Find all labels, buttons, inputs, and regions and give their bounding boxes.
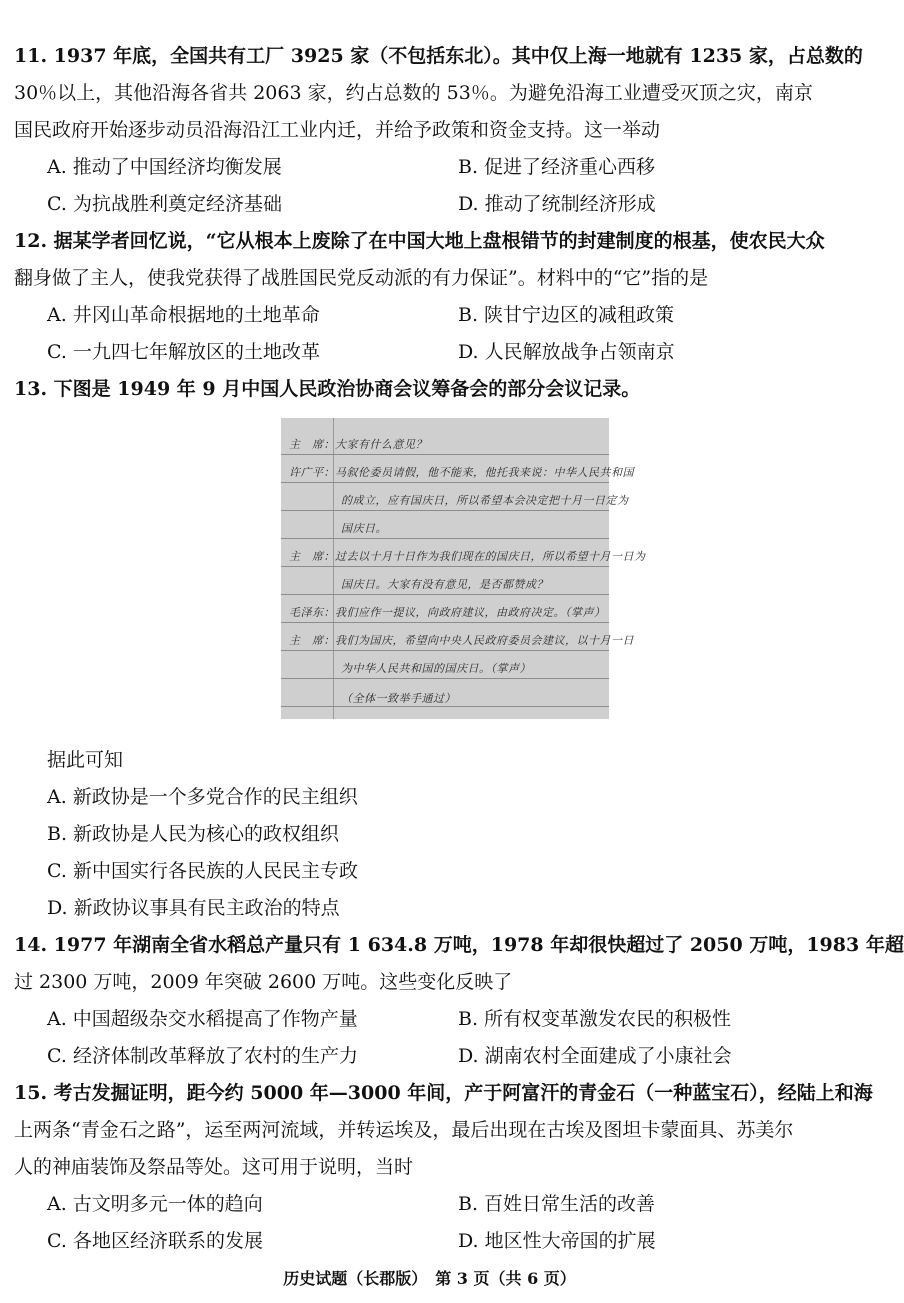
- option-a: A. 古文明多元一体的趋向: [47, 1193, 263, 1215]
- question-text-line: 过 2300 万吨，2009 年突破 2600 万吨。这些变化反映了: [14, 971, 513, 993]
- option-b: B. 陕甘宁边区的减租政策: [458, 304, 675, 326]
- question-text-line: 国民政府开始逐步动员沿海沿江工业内迁，并给予政策和资金支持。这一举动: [14, 119, 661, 141]
- meeting-record-photo: [281, 418, 646, 719]
- option-d: D. 推动了统制经济形成: [458, 193, 656, 215]
- option-c: C. 新中国实行各民族的人民民主专政: [47, 860, 358, 882]
- option-b: B. 促进了经济重心西移: [458, 156, 656, 178]
- option-b: B. 百姓日常生活的改善: [458, 1193, 656, 1215]
- page-footer: 历史试题（长郡版） 第 3 页（共 6 页）: [283, 1269, 576, 1288]
- handwritten-line: 为中华人民共和国的国庆日。（掌声）: [341, 662, 531, 675]
- option-d: D. 地区性大帝国的扩展: [458, 1230, 656, 1252]
- option-b: B. 所有权变革激发农民的积极性: [458, 1008, 732, 1030]
- question-text-line: 12. 据某学者回忆说，“它从根本上废除了在中国大地上盘根错节的封建制度的根基，使农民大众: [14, 230, 825, 252]
- option-c: C. 为抗战胜利奠定经济基础: [47, 193, 282, 215]
- option-c: C. 各地区经济联系的发展: [47, 1230, 263, 1252]
- option-a: A. 井冈山革命根据地的土地革命: [47, 304, 320, 326]
- handwritten-line: （全体一致举手通过）: [341, 692, 456, 705]
- option-c: C. 经济体制改革释放了农村的生产力: [47, 1045, 358, 1067]
- option-c: C. 一九四七年解放区的土地改革: [47, 341, 320, 363]
- question-text-line: 翻身做了主人，使我党获得了战胜国民党反动派的有力保证”。材料中的“它”指的是: [14, 267, 709, 289]
- option-a: A. 新政协是一个多党合作的民主组织: [47, 786, 358, 808]
- option-d: D. 人民解放战争占领南京: [458, 341, 675, 363]
- handwritten-line: 国庆日。: [341, 522, 387, 535]
- option-b: B. 新政协是人民为核心的政权组织: [47, 823, 340, 845]
- option-d: D. 新政协议事具有民主政治的特点: [47, 897, 340, 919]
- option-a: A. 中国超级杂交水稻提高了作物产量: [47, 1008, 358, 1030]
- question-text-line: 30％以上，其他沿海各省共 2063 家，约占总数的 53％。为避免沿海工业遭受灭顶之灾，南京: [14, 82, 813, 104]
- handwritten-line: 的成立，应有国庆日，所以希望本会决定把十月一日定为: [341, 494, 629, 507]
- handwritten-line: 主 席：大家有什么意见？: [289, 438, 427, 451]
- question-text-line: 14. 1977 年湖南全省水稻总产量只有 1 634.8 万吨，1978 年却很快超过了 2050 万吨，1983 年超: [14, 934, 904, 956]
- handwritten-line: 国庆日。大家有没有意见，是否都赞成？: [341, 578, 548, 591]
- question-text-line: 11. 1937 年底，全国共有工厂 3925 家（不包括东北）。其中仅上海一地就有 1235 家，占总数的: [14, 45, 863, 67]
- question-lead: 据此可知: [47, 749, 124, 771]
- option-d: D. 湖南农村全面建成了小康社会: [458, 1045, 732, 1067]
- question-text-line: 人的神庙装饰及祭品等处。这可用于说明，当时: [14, 1156, 414, 1178]
- handwritten-line: 主 席：过去以十月十日作为我们现在的国庆日，所以希望十月一日为: [289, 550, 646, 563]
- question-text-line: 上两条“青金石之路”，运至两河流域，并转运埃及，最后出现在古埃及图坦卡蒙面具、苏美尔: [14, 1119, 794, 1141]
- question-text-line: 13. 下图是 1949 年 9 月中国人民政治协商会议筹备会的部分会议记录。: [14, 378, 641, 400]
- option-a: A. 推动了中国经济均衡发展: [47, 156, 282, 178]
- handwritten-line: 毛泽东：我们应作一提议，向政府建议，由政府决定。（掌声）: [289, 606, 606, 619]
- handwritten-line: 主 席：我们为国庆，希望向中央人民政府委员会建议，以十月一日: [289, 634, 634, 647]
- handwritten-line: 许广平：马叙伦委员请假，他不能来，他托我来说：中华人民共和国: [289, 466, 634, 479]
- question-text-line: 15. 考古发掘证明，距今约 5000 年—3000 年间，产于阿富汗的青金石（一种蓝宝石），经陆上和海: [14, 1082, 873, 1104]
